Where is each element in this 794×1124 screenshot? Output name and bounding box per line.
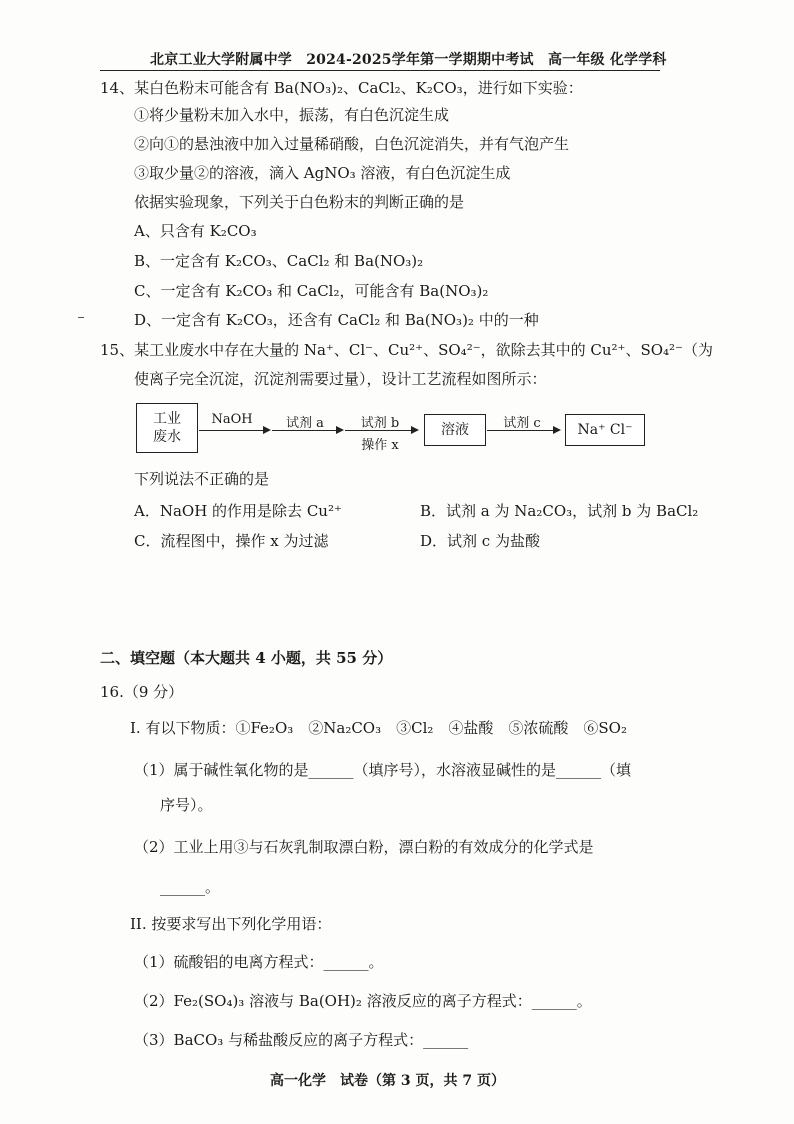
flow-arrow-1 — [199, 430, 269, 431]
q16-p1-line2: 序号）。 — [160, 796, 213, 814]
q14-option-c: C、一定含有 K₂CO₃ 和 CaCl₂，可能含有 Ba(NO₃)₂ — [134, 282, 489, 300]
section-2-heading: 二、填空题（本大题共 4 小题，共 55 分） — [100, 649, 393, 667]
q16-part2: II. 按要求写出下列化学用语： — [130, 915, 332, 933]
q16-part1: I. 有以下物质：①Fe₂O₃ ②Na₂CO₃ ③Cl₂ ④盐酸 ⑤浓硫酸 ⑥SO₂ — [130, 719, 627, 737]
q14-step-1: ①将少量粉末加入水中，振荡，有白色沉淀生成 — [134, 106, 450, 124]
scan-mark — [78, 317, 84, 318]
q14-question: 依据实验现象，下列关于白色粉末的判断正确的是 — [134, 193, 465, 211]
flow-arrow-1-label: NaOH — [211, 412, 253, 427]
q16-ii-2: （2）Fe₂(SO₄)₃ 溶液与 Ba(OH)₂ 溶液反应的离子方程式：______。 — [134, 992, 592, 1010]
q14-option-a: A、只含有 K₂CO₃ — [134, 222, 257, 240]
flow-arrow-3-label-top: 试剂 b — [360, 416, 400, 431]
flow-box-wastewater — [136, 403, 198, 453]
q15-question: 下列说法不正确的是 — [134, 470, 270, 488]
q15-stem-line2: 使离子完全沉淀，沉淀剂需要过量），设计工艺流程如图所示： — [134, 370, 547, 388]
header-rule — [100, 70, 660, 71]
q14-option-b: B、一定含有 K₂CO₃、CaCl₂ 和 Ba(NO₃)₂ — [134, 252, 424, 270]
page-footer: 高一化学 试卷（第 3 页，共 7 页） — [270, 1073, 505, 1089]
q15-option-c: C．流程图中，操作 x 为过滤 — [134, 532, 329, 550]
q14-stem: 14、某白色粉末可能含有 Ba(NO₃)₂、CaCl₂、K₂CO₃，进行如下实验： — [100, 79, 583, 97]
flow-box-wastewater-line1: 工业 — [153, 411, 181, 427]
q16-p2-line1: （2）工业上用③与石灰乳制取漂白粉，漂白粉的有效成分的化学式是 — [134, 838, 594, 856]
q15-option-b: B．试剂 a 为 Na₂CO₃，试剂 b 为 BaCl₂ — [420, 502, 699, 520]
flow-arrow-2-label: 试剂 a — [286, 416, 324, 431]
q14-step-2: ②向①的悬浊液中加入过量稀硝酸，白色沉淀消失，并有气泡产生 — [134, 135, 570, 153]
q15-option-a: A．NaOH 的作用是除去 Cu²⁺ — [134, 502, 342, 520]
flow-box-solution: 溶液 — [424, 414, 486, 446]
q15-option-d: D．试剂 c 为盐酸 — [420, 532, 540, 550]
flow-box-product: Na⁺ Cl⁻ — [565, 414, 645, 446]
q15-stem-line1: 15、某工业废水中存在大量的 Na⁺、Cl⁻、Cu²⁺、SO₄²⁻，欲除去其中的 Cu²⁺、SO₄²⁻（为 — [100, 341, 713, 359]
q16-ii-1: （1）硫酸铝的电离方程式：______。 — [134, 953, 384, 971]
q16-p1-line1: （1）属于碱性氧化物的是______（填序号），水溶液显碱性的是______（填 — [134, 761, 632, 779]
q16-ii-3: （3）BaCO₃ 与稀盐酸反应的离子方程式：______ — [134, 1031, 469, 1049]
q14-option-d: D、一定含有 K₂CO₃，还含有 CaCl₂ 和 Ba(NO₃)₂ 中的一种 — [134, 311, 539, 329]
q16-title: 16.（9 分） — [100, 683, 184, 701]
flow-arrow-4-label: 试剂 c — [503, 416, 541, 431]
q14-step-3: ③取少量②的溶液，滴入 AgNO₃ 溶液，有白色沉淀生成 — [134, 164, 511, 182]
page-header: 北京工业大学附属中学 2024-2025学年第一学期期中考试 高一年级 化学学科 — [150, 52, 667, 68]
flow-box-wastewater-line2: 废水 — [153, 429, 181, 445]
flow-arrow-3-label-bottom: 操作 x — [361, 438, 399, 453]
q16-p2-line2: ______。 — [160, 878, 221, 896]
